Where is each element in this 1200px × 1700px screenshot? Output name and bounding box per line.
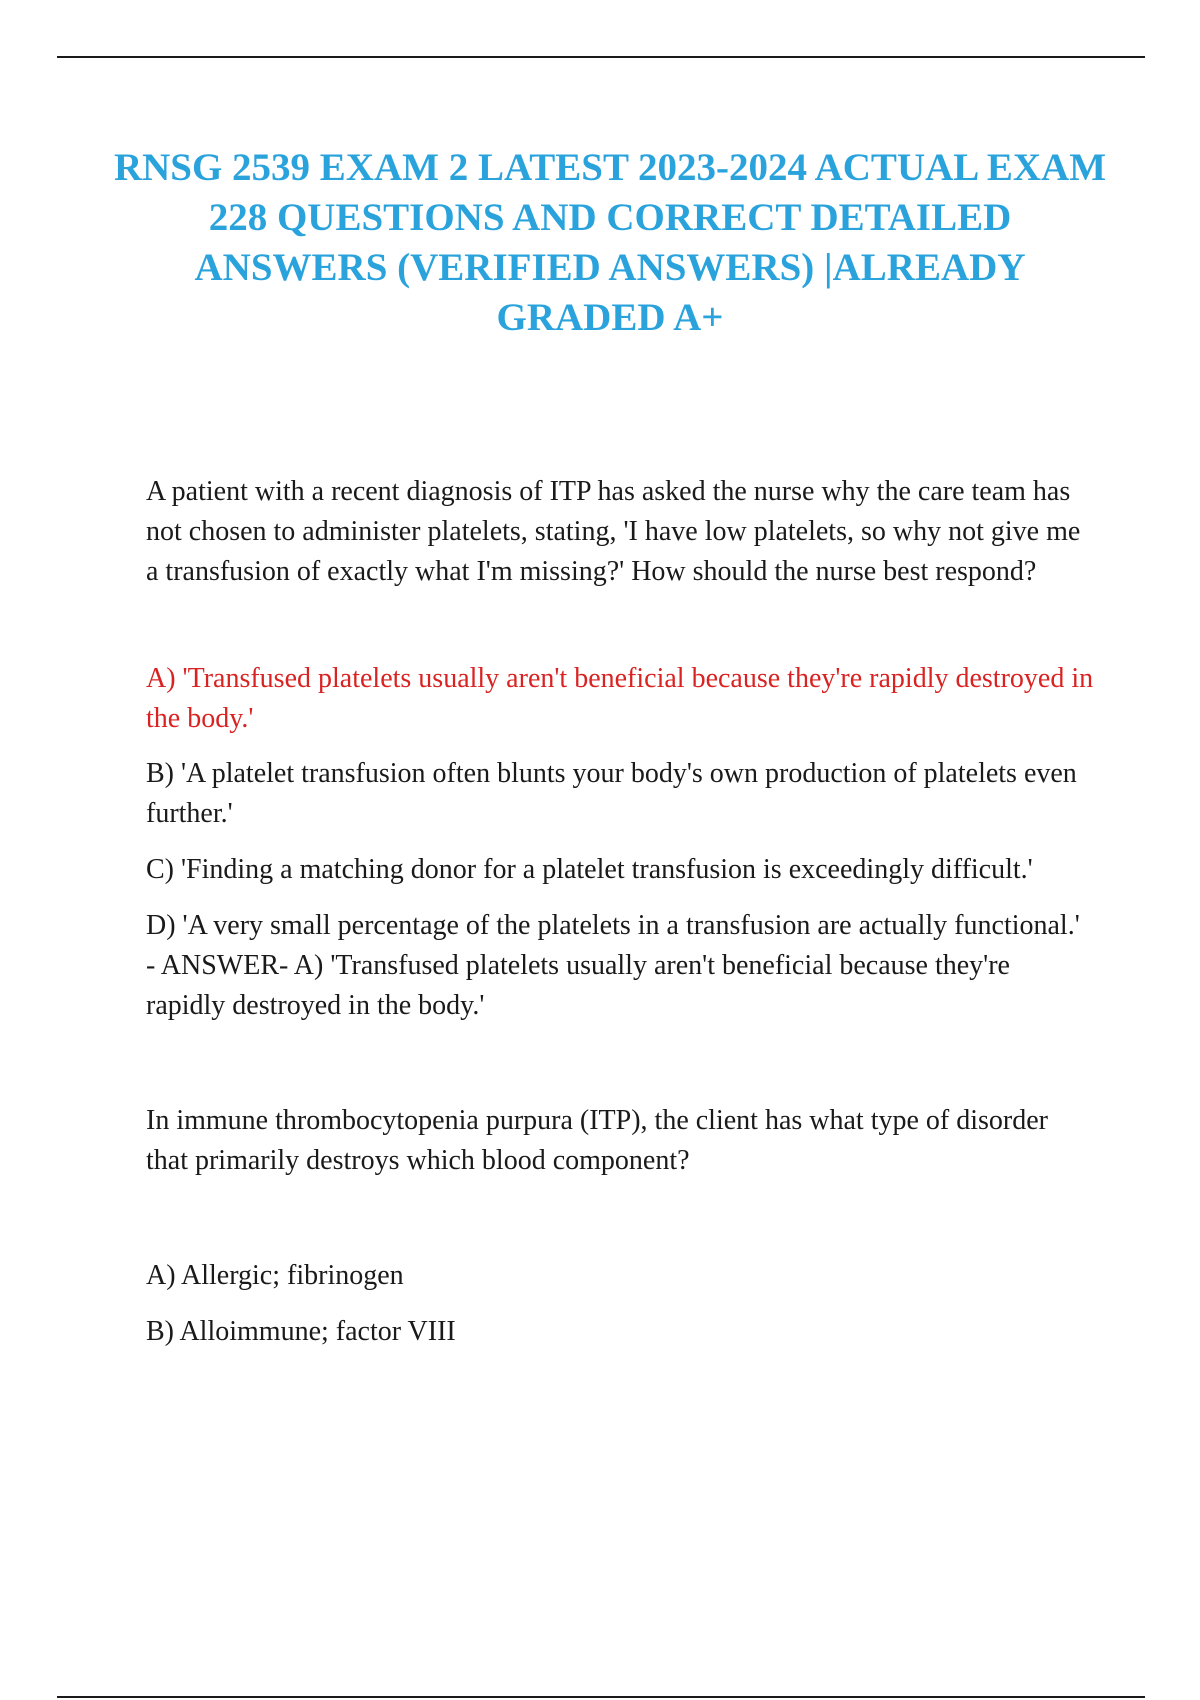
question-1-option-c: C) 'Finding a matching donor for a platelet transfusion is exceedingly difficult.' [146, 854, 1033, 885]
bottom-rule [57, 1696, 1145, 1698]
question-1-stem: A patient with a recent diagnosis of ITP has asked the nurse why the care team has not chosen to administer platelets, stating, 'I have low platelets, so why not give me a transfusion of exactly what I'm missing?' How should the nurse best respond? [146, 476, 1081, 587]
question-2-option-a: A) Allergic; fibrinogen [146, 1260, 404, 1291]
document-title: RNSG 2539 EXAM 2 LATEST 2023-2024 ACTUAL EXAM 228 QUESTIONS AND CORRECT DETAILED ANSWERS (VERIFIED ANSWERS) |ALREADY GRADED A+ [113, 146, 1107, 339]
question-2-option-b: B) Alloimmune; factor VIII [146, 1316, 456, 1347]
top-rule [57, 56, 1145, 58]
document-body [146, 472, 1096, 1352]
question-1-option-d-with-answer: D) 'A very small percentage of the platelets in a transfusion are actually functional.' - ANSWER- A) 'Transfused platelets usually aren't beneficial because they're rapidly destroyed in the body.' [146, 910, 1080, 1021]
question-2-stem: In immune thrombocytopenia purpura (ITP), the client has what type of disorder that primarily destroys which blood component? [146, 1105, 1048, 1176]
question-1-option-b: B) 'A platelet transfusion often blunts your body's own production of platelets even further.' [146, 758, 1077, 829]
question-1-option-a: A) 'Transfused platelets usually aren't beneficial because they're rapidly destroyed in the body.' [146, 663, 1094, 734]
